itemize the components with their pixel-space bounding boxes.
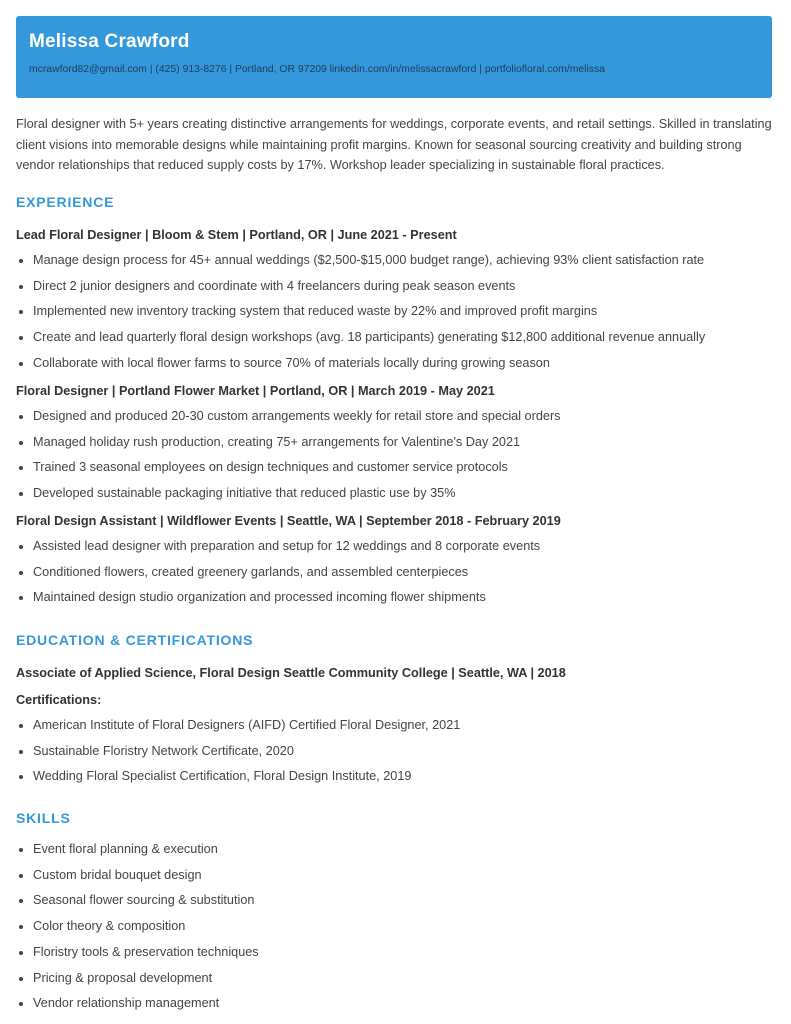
resume-header bbox=[16, 16, 772, 98]
job-bullet: Maintained design studio organization and processed incoming flower shipments bbox=[16, 585, 540, 611]
skill-item: Event floral planning & execution bbox=[16, 837, 259, 863]
job-bullet: Designed and produced 20-30 custom arrangements weekly for retail store and special orders bbox=[16, 404, 561, 430]
job-bullet: Managed holiday rush production, creating 75+ arrangements for Valentine's Day 2021 bbox=[16, 430, 561, 456]
skill-item: Vendor relationship management bbox=[16, 991, 259, 1017]
job-bullets bbox=[16, 404, 561, 507]
candidate-name: Melissa Crawford bbox=[29, 31, 190, 52]
skills-list bbox=[16, 837, 259, 1017]
job-bullet: Manage design process for 45+ annual weddings ($2,500-$15,000 budget range), achieving 93% client satisfaction rate bbox=[16, 248, 705, 274]
skill-item: Pricing & proposal development bbox=[16, 966, 259, 992]
job-bullet: Implemented new inventory tracking system that reduced waste by 22% and improved profit margins bbox=[16, 299, 705, 325]
job-heading: Floral Designer | Portland Flower Market | Portland, OR | March 2019 - May 2021 bbox=[16, 384, 495, 398]
certification-list bbox=[16, 713, 460, 790]
job-bullet: Collaborate with local flower farms to source 70% of materials locally during growing season bbox=[16, 351, 705, 377]
experience-section-title: EXPERIENCE bbox=[16, 194, 115, 210]
job-bullets bbox=[16, 534, 540, 611]
certifications-label: Certifications: bbox=[16, 693, 102, 707]
professional-summary: Floral designer with 5+ years creating distinctive arrangements for weddings, corporate events, and retail settings. Skilled in translating client visions into memorable designs while maintaining profit margins. Known for seasonal sourcing creativity and building strong vendor relationships that reduced supply costs by 17%. Workshop leader specializing in sustainable floral practices. bbox=[16, 117, 772, 172]
degree-heading: Associate of Applied Science, Floral Design Seattle Community College | Seattle, WA | 2018 bbox=[16, 666, 566, 680]
job-heading: Floral Design Assistant | Wildflower Events | Seattle, WA | September 2018 - February 2019 bbox=[16, 514, 561, 528]
job-bullet: Trained 3 seasonal employees on design techniques and customer service protocols bbox=[16, 455, 561, 481]
contact-info: mcrawford82@gmail.com | (425) 913-8276 | Portland, OR 97209 linkedin.com/in/melissacrawford | portfoliofloral.com/melissa bbox=[29, 64, 605, 75]
certification-item: Sustainable Floristry Network Certificate, 2020 bbox=[16, 739, 460, 765]
job-heading: Lead Floral Designer | Bloom & Stem | Portland, OR | June 2021 - Present bbox=[16, 228, 457, 242]
skill-item: Floristry tools & preservation techniques bbox=[16, 940, 259, 966]
certification-item: American Institute of Floral Designers (AIFD) Certified Floral Designer, 2021 bbox=[16, 713, 460, 739]
job-bullet: Direct 2 junior designers and coordinate with 4 freelancers during peak season events bbox=[16, 274, 705, 300]
skill-item: Custom bridal bouquet design bbox=[16, 863, 259, 889]
job-bullet: Developed sustainable packaging initiative that reduced plastic use by 35% bbox=[16, 481, 561, 507]
job-bullets bbox=[16, 248, 705, 377]
job-bullet: Conditioned flowers, created greenery garlands, and assembled centerpieces bbox=[16, 560, 540, 586]
job-bullet: Create and lead quarterly floral design workshops (avg. 18 participants) generating $12,800 additional revenue annually bbox=[16, 325, 705, 351]
skills-section-title: SKILLS bbox=[16, 810, 71, 826]
job-bullet: Assisted lead designer with preparation and setup for 12 weddings and 8 corporate events bbox=[16, 534, 540, 560]
skill-item: Color theory & composition bbox=[16, 914, 259, 940]
certification-item: Wedding Floral Specialist Certification, Floral Design Institute, 2019 bbox=[16, 764, 460, 790]
education-section-title: EDUCATION & CERTIFICATIONS bbox=[16, 632, 254, 648]
skill-item: Seasonal flower sourcing & substitution bbox=[16, 888, 259, 914]
